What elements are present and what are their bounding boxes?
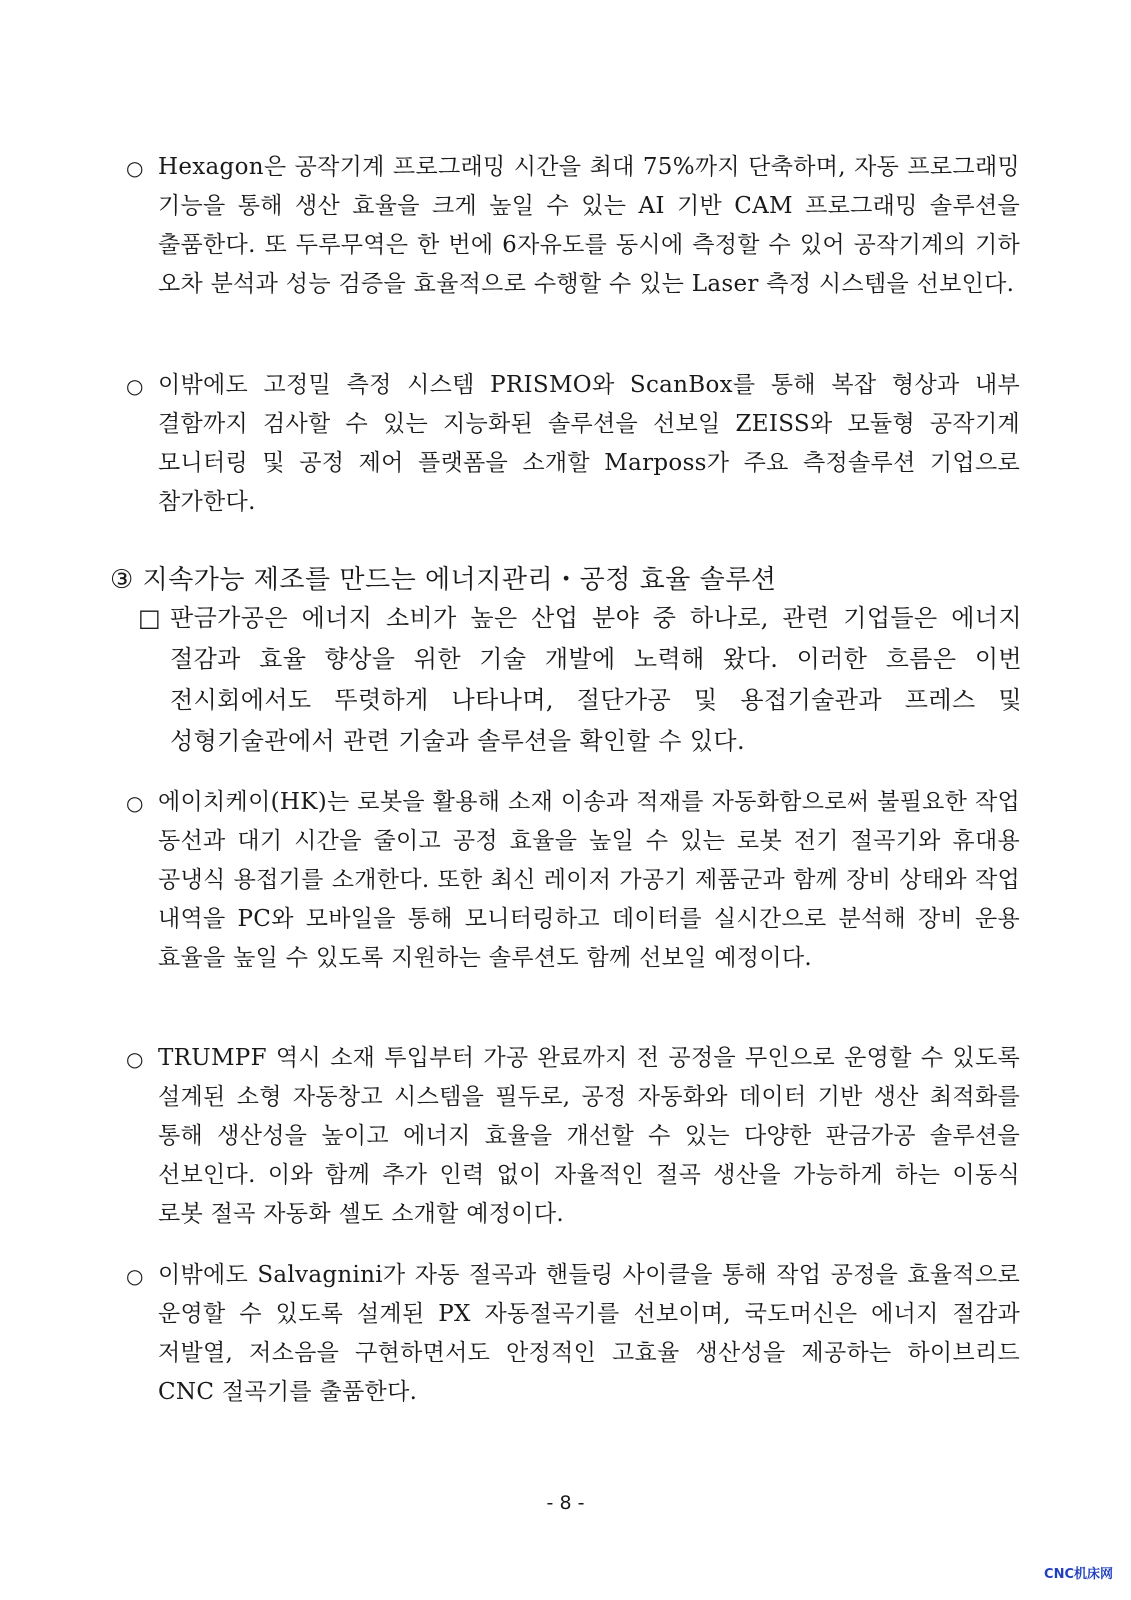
- circle-bullet-icon: ○: [126, 156, 144, 180]
- bullet-text: TRUMPF 역시 소재 투입부터 가공 완료까지 전 공정을 무인으로 운영할 수 있도록 설계된 소형 자동창고 시스템을 필두로, 공정 자동화와 데이터 기반 생산 최적화를 통해 생산성을 높이고 에너지 효율을 개선할 수 있는 다양한 판금가공 솔루션을 선보인다. 이와 함께 추가 인력 없이 자율적인 절곡 생산을 가능하게 하는 이동식 로봇 절곡 자동화 셀도 소개할 예정이다.: [158, 1045, 1020, 1227]
- bullet-text: Hexagon은 공작기계 프로그래밍 시간을 최대 75%까지 단축하며, 자동 프로그래밍 기능을 통해 생산 효율을 크게 높일 수 있는 AI 기반 CAM 프로그래밍 솔루션을 출품한다. 또 두루무역은 한 번에 6자유도를 동시에 측정할 수 있어 공작기계의 기하 오차 분석과 성능 검증을 효율적으로 수행할 수 있는 Laser 측정 시스템을 선보인다.: [158, 154, 1020, 297]
- circle-bullet-icon: ○: [126, 791, 144, 815]
- page-number: - 8 -: [546, 1492, 585, 1514]
- bullet-text: 에이치케이(HK)는 로봇을 활용해 소재 이송과 적재를 자동화함으로써 불필요한 작업 동선과 대기 시간을 줄이고 공정 효율을 높일 수 있는 로봇 전기 절곡기와 휴대용 공냉식 용접기를 소개한다. 또한 최신 레이저 가공기 제품군과 함께 장비 상태와 작업 내역을 PC와 모바일을 통해 모니터링하고 데이터를 실시간으로 분석해 장비 운용 효율을 높일 수 있도록 지원하는 솔루션도 함께 선보일 예정이다.: [158, 789, 1020, 971]
- square-bullet-icon: □: [138, 604, 161, 632]
- section-summary-text: 판금가공은 에너지 소비가 높은 산업 분야 중 하나로, 관련 기업들은 에너지 절감과 효율 향상을 위한 기술 개발에 노력해 왔다. 이러한 흐름은 이번 전시회에서도 뚜렷하게 나타나며, 절단가공 및 용접기술관과 프레스 및 성형기술관에서 관련 기술과 솔루션을 확인할 수 있다.: [170, 604, 1022, 755]
- bullet-text: 이밖에도 Salvagnini가 자동 절곡과 핸들링 사이클을 통해 작업 공정을 효율적으로 운영할 수 있도록 설계된 PX 자동절곡기를 선보이며, 국도머신은 에너지 절감과 저발열, 저소음을 구현하면서도 안정적인 고효율 생산성을 제공하는 하이브리드 CNC 절곡기를 출품한다.: [158, 1262, 1020, 1405]
- section-heading: ③ 지속가능 제조를 만드는 에너지관리・공정 효율 솔루션: [110, 565, 777, 595]
- circle-bullet-icon: ○: [126, 1264, 144, 1288]
- watermark: CNC机床网: [1044, 1567, 1113, 1582]
- bullet-text: 이밖에도 고정밀 측정 시스템 PRISMO와 ScanBox를 통해 복잡 형상과 내부 결함까지 검사할 수 있는 지능화된 솔루션을 선보일 ZEISS와 모듈형 공작기계 모니터링 및 공정 제어 플랫폼을 소개할 Marposs가 주요 측정솔루션 기업으로 참가한다.: [158, 372, 1020, 515]
- circle-bullet-icon: ○: [126, 374, 144, 398]
- circle-bullet-icon: ○: [126, 1047, 144, 1071]
